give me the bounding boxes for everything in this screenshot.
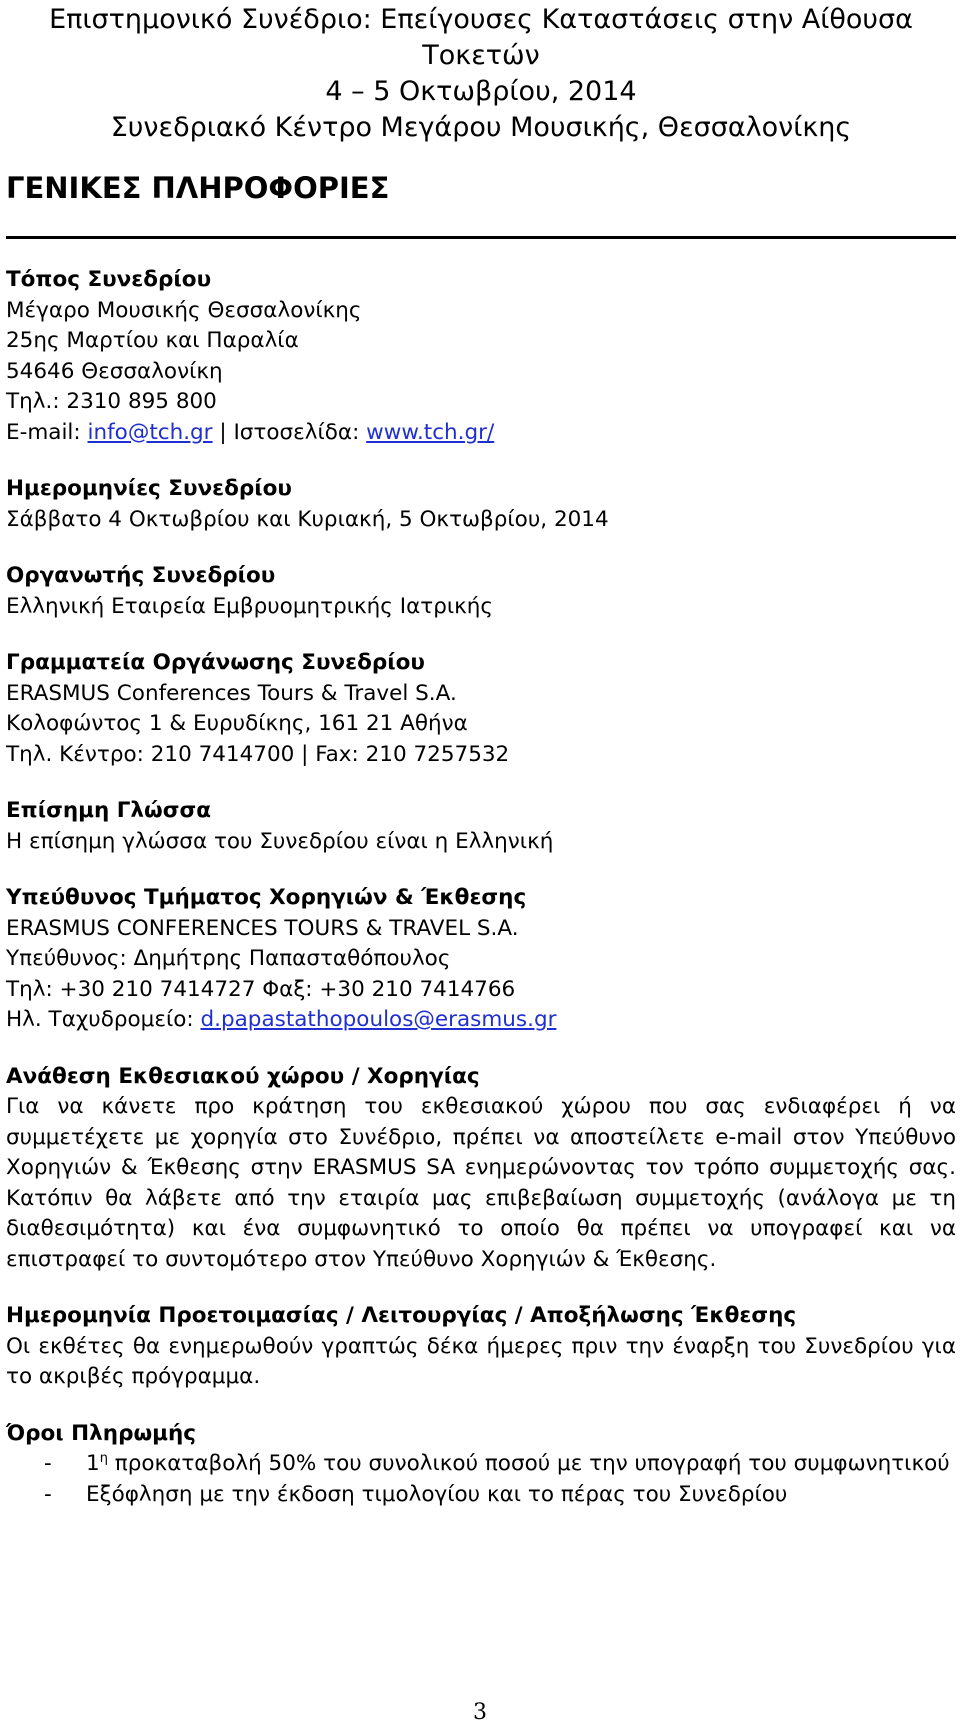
title-divider [6, 236, 956, 239]
item1-superscript: η [99, 1450, 108, 1466]
conference-title: Επιστημονικό Συνέδριο: Επείγουσες Καταστάσεις στην Αίθουσα Τοκετών [49, 4, 913, 71]
secretariat-company: ERASMUS Conferences Tours & Travel S.A. [6, 680, 457, 706]
email-label: E-mail: [6, 419, 88, 445]
conference-location: Συνεδριακό Κέντρο Μεγάρου Μουσικής, Θεσσαλονίκης [110, 112, 852, 143]
language-heading: Επίσημη Γλώσσα [6, 798, 211, 823]
secretariat-heading: Γραμματεία Οργάνωσης Συνεδρίου [6, 650, 425, 675]
language-section [6, 796, 956, 857]
secretariat-address: Κολοφώντος 1 & Ευρυδίκης, 161 21 Αθήνα [6, 711, 468, 736]
venue-street: 25ης Μαρτίου και Παραλία [6, 328, 299, 353]
sponsorship-phone: Τηλ: +30 210 7414727 Φαξ: +30 210 7414766 [6, 976, 516, 1002]
item1-prefix: 1 [86, 1451, 100, 1476]
venue-heading: Τόπος Συνεδρίου [6, 267, 212, 292]
document-page [6, 0, 956, 1510]
sponsorship-company: ERASMUS CONFERENCES TOURS & TRAVEL S.A. [6, 915, 519, 941]
list-dash: - [44, 1451, 52, 1476]
venue-section [6, 265, 956, 448]
sponsorship-contact-section [6, 883, 956, 1036]
sponsorship-contact-heading: Υπεύθυνος Τμήματος Χορηγιών & Έκθεσης [6, 885, 527, 910]
venue-website-link[interactable]: www.tch.gr/ [366, 419, 495, 445]
payment-terms-list [6, 1449, 956, 1510]
page-title: ΓΕΝΙΚΕΣ ΠΛΗΡΟΦΟΡΙΕΣ [6, 171, 390, 205]
dates-section [6, 474, 956, 535]
sponsorship-email-link[interactable]: d.papastathopoulos@erasmus.gr [200, 1007, 557, 1032]
language-text: Η επίσημη γλώσσα του Συνεδρίου είναι η Ελληνική [6, 828, 554, 854]
organizer-heading: Οργανωτής Συνεδρίου [6, 563, 276, 588]
conference-dates: 4 – 5 Οκτωβρίου, 2014 [325, 76, 637, 107]
list-dash: - [44, 1481, 52, 1507]
preparation-paragraph: Οι εκθέτες θα ενημερωθούν γραπτώς δέκα ήμερες πριν την έναρξη του Συνεδρίου για το ακριβές πρόγραμμα. [6, 1333, 956, 1389]
item1-text: προκαταβολή 50% του συνολικού ποσού με την υπογραφή του συμφωνητικού [107, 1451, 950, 1476]
preparation-heading: Ημερομηνία Προετοιμασίας / Λειτουργίας / Αποξήλωσης Έκθεσης [6, 1303, 797, 1328]
exhibition-section [6, 1062, 956, 1276]
organizer-text: Ελληνική Εταιρεία Εμβρυομητρικής Ιατρικής [6, 593, 494, 619]
secretariat-section [6, 648, 956, 770]
dates-text: Σάββατο 4 Οκτωβρίου και Κυριακή, 5 Οκτωβρίου, 2014 [6, 506, 609, 532]
venue-email-link[interactable]: info@tch.gr [87, 419, 213, 445]
venue-city: 54646 Θεσσαλονίκη [6, 358, 223, 384]
payment-heading: Όροι Πληρωμής [6, 1420, 197, 1446]
list-item [6, 1480, 956, 1511]
secretariat-phone: Τηλ. Κέντρο: 210 7414700 | Fax: 210 7257532 [6, 741, 510, 767]
venue-phone: Τηλ.: 2310 895 800 [6, 389, 217, 414]
sponsorship-email-line [6, 1005, 956, 1036]
document-header [6, 0, 956, 146]
preparation-section [6, 1301, 956, 1393]
item2-text: Εξόφληση με την έκδοση τιμολογίου και το πέρας του Συνεδρίου [86, 1481, 788, 1507]
organizer-section [6, 561, 956, 622]
exhibition-paragraph: Για να κάνετε προ κράτηση του εκθεσιακού χώρου που σας ενδιαφέρει ή να συμμετέχετε με χορηγία στο Συνέδριο, πρέπει να αποστείλετε e-mail στον Υπεύθυνο Χορηγιών & Έκθεσης στην ERASMUS SA ενημερώνοντας τον τρόπο συμμετοχής σας. Κατόπιν θα λάβετε από την εταιρία μας επιβεβαίωση συμμετοχής (ανάλογα με τη διαθεσιμότητα) και ένα συμφωνητικό το οποίο θα πρέπει να υπογραφεί και να επιστραφεί το συντομότερο στον Υπεύθυνο Χορηγιών & Έκθεσης. [6, 1094, 956, 1272]
sponsorship-person: Υπεύθυνος: Δημήτρης Παπασταθόπουλος [6, 946, 451, 971]
sponsorship-email-label: Ηλ. Ταχυδρομείο: [6, 1007, 201, 1032]
venue-name: Μέγαρο Μουσικής Θεσσαλονίκης [6, 297, 362, 323]
payment-section [6, 1419, 956, 1511]
website-label: | Ιστοσελίδα: [212, 419, 367, 445]
exhibition-heading: Ανάθεση Εκθεσιακού χώρου / Χορηγίας [6, 1063, 480, 1089]
venue-contact-line [6, 418, 956, 449]
page-number: 3 [473, 1700, 487, 1725]
list-item [6, 1449, 956, 1480]
dates-heading: Ημερομηνίες Συνεδρίου [6, 476, 292, 501]
